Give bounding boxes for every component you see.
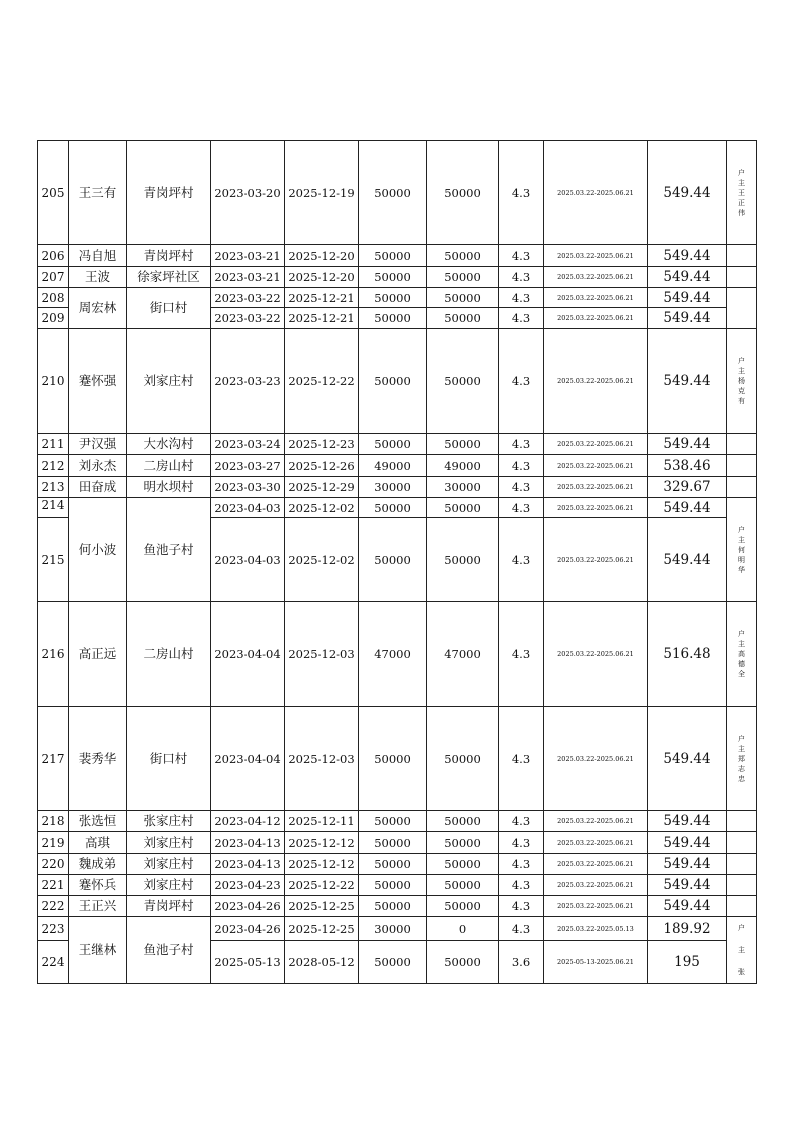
cell-interest: 549.44 <box>648 329 727 434</box>
cell-loan: 50000 <box>359 141 427 245</box>
cell-name: 魏成弟 <box>69 854 127 875</box>
cell-balance: 50000 <box>427 329 499 434</box>
cell-interest: 195 <box>648 941 727 984</box>
cell-no: 208 <box>38 288 69 308</box>
cell-period: 2025.03.22-2025.06.21 <box>544 518 648 602</box>
cell-period: 2025.03.22-2025.06.21 <box>544 602 648 707</box>
cell-interest: 189.92 <box>648 917 727 941</box>
cell-note <box>727 329 757 434</box>
cell-balance: 50000 <box>427 308 499 329</box>
note-char: 克 <box>738 387 745 395</box>
table-row <box>38 854 757 875</box>
cell-balance: 30000 <box>427 477 499 498</box>
cell-no: 222 <box>38 896 69 917</box>
note-char: 主 <box>738 640 745 648</box>
cell-interest: 516.48 <box>648 602 727 707</box>
cell-period: 2025-05-13-2025.06.21 <box>544 941 648 984</box>
cell-period: 2025.03.22-2025.06.21 <box>544 455 648 477</box>
table-row <box>38 875 757 896</box>
cell-balance: 50000 <box>427 941 499 984</box>
cell-rate: 4.3 <box>499 245 544 267</box>
cell-name: 高正远 <box>69 602 127 707</box>
cell-loan: 50000 <box>359 854 427 875</box>
table-row <box>38 455 757 477</box>
cell-start: 2023-03-22 <box>211 308 285 329</box>
cell-no: 209 <box>38 308 69 329</box>
cell-rate: 4.3 <box>499 602 544 707</box>
cell-balance: 50000 <box>427 875 499 896</box>
cell-end: 2025-12-26 <box>285 455 359 477</box>
note-char: 忠 <box>738 774 745 783</box>
note-char: 张 <box>738 968 745 976</box>
cell-village: 青岗坪村 <box>127 896 211 917</box>
cell-loan: 50000 <box>359 941 427 984</box>
cell-start: 2023-03-20 <box>211 141 285 245</box>
cell-balance: 50000 <box>427 854 499 875</box>
cell-start: 2023-03-27 <box>211 455 285 477</box>
cell-loan: 50000 <box>359 518 427 602</box>
cell-loan: 30000 <box>359 477 427 498</box>
table-row <box>38 707 757 811</box>
cell-interest: 549.44 <box>648 811 727 832</box>
cell-note <box>727 477 757 498</box>
cell-loan: 50000 <box>359 896 427 917</box>
cell-no: 212 <box>38 455 69 477</box>
cell-name: 裴秀华 <box>69 707 127 811</box>
cell-no: 214 <box>38 498 69 518</box>
cell-village: 刘家庄村 <box>127 329 211 434</box>
cell-name: 刘永杰 <box>69 455 127 477</box>
cell-name: 张选恒 <box>69 811 127 832</box>
cell-loan: 50000 <box>359 832 427 854</box>
cell-start: 2023-04-12 <box>211 811 285 832</box>
vertical-note-text <box>727 917 756 983</box>
cell-note <box>727 288 757 329</box>
cell-note <box>727 917 757 984</box>
cell-start: 2023-04-04 <box>211 602 285 707</box>
cell-interest: 549.44 <box>648 288 727 308</box>
cell-interest: 549.44 <box>648 832 727 854</box>
note-char: 志 <box>738 764 745 773</box>
cell-start: 2023-03-30 <box>211 477 285 498</box>
cell-balance: 50000 <box>427 141 499 245</box>
cell-note <box>727 875 757 896</box>
cell-no: 217 <box>38 707 69 811</box>
cell-rate: 4.3 <box>499 811 544 832</box>
cell-interest: 549.44 <box>648 141 727 245</box>
cell-name: 王继林 <box>69 917 127 984</box>
cell-period: 2025.03.22-2025.06.21 <box>544 498 648 518</box>
table-row <box>38 267 757 288</box>
cell-no: 206 <box>38 245 69 267</box>
vertical-note-text <box>727 623 756 685</box>
cell-period: 2025.03.22-2025.06.21 <box>544 875 648 896</box>
cell-end: 2025-12-02 <box>285 518 359 602</box>
note-char: 正 <box>738 198 745 207</box>
cell-period: 2025.03.22-2025.06.21 <box>544 434 648 455</box>
cell-village: 张家庄村 <box>127 811 211 832</box>
cell-balance: 49000 <box>427 455 499 477</box>
cell-village: 刘家庄村 <box>127 875 211 896</box>
table-row <box>38 245 757 267</box>
cell-loan: 50000 <box>359 267 427 288</box>
cell-end: 2028-05-12 <box>285 941 359 984</box>
cell-no: 216 <box>38 602 69 707</box>
cell-village: 鱼池子村 <box>127 498 211 602</box>
cell-period: 2025.03.22-2025.06.21 <box>544 267 648 288</box>
note-char: 户 <box>738 525 745 534</box>
table-row <box>38 602 757 707</box>
cell-rate: 3.6 <box>499 941 544 984</box>
cell-end: 2025-12-12 <box>285 832 359 854</box>
note-char: 户 <box>738 168 745 177</box>
cell-no: 211 <box>38 434 69 455</box>
cell-start: 2025-05-13 <box>211 941 285 984</box>
cell-rate: 4.3 <box>499 707 544 811</box>
table-row <box>38 896 757 917</box>
cell-start: 2023-04-03 <box>211 518 285 602</box>
cell-rate: 4.3 <box>499 832 544 854</box>
cell-end: 2025-12-23 <box>285 434 359 455</box>
cell-interest: 549.44 <box>648 245 727 267</box>
cell-note <box>727 434 757 455</box>
cell-period: 2025.03.22-2025.06.21 <box>544 308 648 329</box>
cell-start: 2023-04-26 <box>211 896 285 917</box>
cell-loan: 50000 <box>359 811 427 832</box>
cell-start: 2023-04-03 <box>211 498 285 518</box>
cell-balance: 50000 <box>427 498 499 518</box>
cell-start: 2023-03-24 <box>211 434 285 455</box>
cell-interest: 549.44 <box>648 518 727 602</box>
cell-name: 王波 <box>69 267 127 288</box>
cell-balance: 50000 <box>427 707 499 811</box>
note-char: 主 <box>738 744 745 753</box>
cell-period: 2025.03.22-2025.06.21 <box>544 896 648 917</box>
cell-start: 2023-03-22 <box>211 288 285 308</box>
cell-end: 2025-12-20 <box>285 267 359 288</box>
cell-name: 冯自旭 <box>69 245 127 267</box>
cell-interest: 549.44 <box>648 707 727 811</box>
vertical-note-text <box>727 519 756 581</box>
cell-period: 2025.03.22-2025.06.21 <box>544 141 648 245</box>
cell-note <box>727 707 757 811</box>
cell-village: 鱼池子村 <box>127 917 211 984</box>
cell-rate: 4.3 <box>499 498 544 518</box>
note-char: 户 <box>738 734 745 743</box>
cell-start: 2023-03-21 <box>211 267 285 288</box>
cell-loan: 50000 <box>359 288 427 308</box>
cell-balance: 50000 <box>427 245 499 267</box>
cell-rate: 4.3 <box>499 896 544 917</box>
cell-interest: 549.44 <box>648 267 727 288</box>
cell-interest: 549.44 <box>648 896 727 917</box>
cell-village: 街口村 <box>127 707 211 811</box>
cell-start: 2023-04-04 <box>211 707 285 811</box>
note-char: 郑 <box>738 754 745 763</box>
cell-note <box>727 602 757 707</box>
cell-balance: 50000 <box>427 832 499 854</box>
cell-no: 224 <box>38 941 69 984</box>
cell-rate: 4.3 <box>499 917 544 941</box>
note-char: 户 <box>738 630 745 638</box>
cell-end: 2025-12-02 <box>285 498 359 518</box>
cell-period: 2025.03.22-2025.06.21 <box>544 288 648 308</box>
cell-name: 王三有 <box>69 141 127 245</box>
cell-interest: 549.44 <box>648 854 727 875</box>
note-char: 主 <box>738 367 745 375</box>
cell-village: 刘家庄村 <box>127 854 211 875</box>
cell-end: 2025-12-22 <box>285 875 359 896</box>
cell-loan: 50000 <box>359 245 427 267</box>
table-row <box>38 288 757 308</box>
cell-period: 2025.03.22-2025.06.21 <box>544 245 648 267</box>
note-char: 何 <box>738 545 745 554</box>
cell-no: 215 <box>38 518 69 602</box>
note-char: 高 <box>738 650 745 658</box>
cell-loan: 50000 <box>359 329 427 434</box>
note-char: 主 <box>738 178 745 187</box>
cell-end: 2025-12-12 <box>285 854 359 875</box>
cell-rate: 4.3 <box>499 288 544 308</box>
table-row <box>38 329 757 434</box>
cell-note <box>727 141 757 245</box>
cell-balance: 50000 <box>427 267 499 288</box>
cell-balance: 50000 <box>427 434 499 455</box>
cell-village: 明水坝村 <box>127 477 211 498</box>
cell-start: 2023-03-23 <box>211 329 285 434</box>
cell-period: 2025.03.22-2025.06.21 <box>544 477 648 498</box>
cell-village: 二房山村 <box>127 455 211 477</box>
cell-village: 青岗坪村 <box>127 141 211 245</box>
vertical-note-text <box>727 350 756 412</box>
cell-no: 207 <box>38 267 69 288</box>
cell-note <box>727 245 757 267</box>
cell-no: 220 <box>38 854 69 875</box>
cell-balance: 50000 <box>427 896 499 917</box>
cell-period: 2025.03.22-2025.06.21 <box>544 854 648 875</box>
cell-rate: 4.3 <box>499 477 544 498</box>
cell-no: 210 <box>38 329 69 434</box>
note-char: 杨 <box>738 377 745 385</box>
cell-balance: 47000 <box>427 602 499 707</box>
cell-no: 218 <box>38 811 69 832</box>
cell-note <box>727 854 757 875</box>
cell-loan: 50000 <box>359 308 427 329</box>
table-row <box>38 498 757 518</box>
note-char: 有 <box>738 397 745 405</box>
cell-balance: 0 <box>427 917 499 941</box>
cell-name: 田奋成 <box>69 477 127 498</box>
cell-no: 213 <box>38 477 69 498</box>
cell-note <box>727 498 757 602</box>
cell-name: 周宏林 <box>69 288 127 329</box>
table-row <box>38 477 757 498</box>
note-char: 全 <box>738 670 745 678</box>
cell-period: 2025.03.22-2025.05.13 <box>544 917 648 941</box>
cell-name: 尹汉强 <box>69 434 127 455</box>
cell-period: 2025.03.22-2025.06.21 <box>544 832 648 854</box>
cell-end: 2025-12-21 <box>285 308 359 329</box>
cell-village: 徐家坪社区 <box>127 267 211 288</box>
note-char: 户 <box>738 357 745 365</box>
cell-end: 2025-12-20 <box>285 245 359 267</box>
table-row <box>38 832 757 854</box>
note-char: 华 <box>738 565 745 574</box>
cell-period: 2025.03.22-2025.06.21 <box>544 329 648 434</box>
note-char: 户 <box>738 924 745 932</box>
table-row <box>38 141 757 245</box>
cell-end: 2025-12-29 <box>285 477 359 498</box>
cell-interest: 538.46 <box>648 455 727 477</box>
table-row <box>38 434 757 455</box>
cell-rate: 4.3 <box>499 875 544 896</box>
cell-period: 2025.03.22-2025.06.21 <box>544 707 648 811</box>
cell-interest: 549.44 <box>648 498 727 518</box>
note-char: 主 <box>738 946 745 954</box>
cell-name: 王正兴 <box>69 896 127 917</box>
cell-rate: 4.3 <box>499 518 544 602</box>
cell-no: 221 <box>38 875 69 896</box>
note-char: 主 <box>738 535 745 544</box>
cell-no: 205 <box>38 141 69 245</box>
cell-start: 2023-04-26 <box>211 917 285 941</box>
cell-village: 二房山村 <box>127 602 211 707</box>
note-char: 明 <box>738 555 745 564</box>
vertical-note-text <box>727 162 756 224</box>
cell-name: 何小波 <box>69 498 127 602</box>
cell-start: 2023-04-13 <box>211 854 285 875</box>
cell-loan: 50000 <box>359 875 427 896</box>
cell-interest: 549.44 <box>648 308 727 329</box>
cell-rate: 4.3 <box>499 267 544 288</box>
cell-end: 2025-12-03 <box>285 707 359 811</box>
cell-loan: 50000 <box>359 707 427 811</box>
cell-end: 2025-12-03 <box>285 602 359 707</box>
cell-village: 青岗坪村 <box>127 245 211 267</box>
cell-village: 大水沟村 <box>127 434 211 455</box>
cell-village: 刘家庄村 <box>127 832 211 854</box>
cell-loan: 30000 <box>359 917 427 941</box>
cell-note <box>727 832 757 854</box>
cell-name: 蹇怀兵 <box>69 875 127 896</box>
cell-no: 223 <box>38 917 69 941</box>
cell-no: 219 <box>38 832 69 854</box>
table-row <box>38 917 757 941</box>
cell-name: 高琪 <box>69 832 127 854</box>
cell-note <box>727 896 757 917</box>
cell-note <box>727 455 757 477</box>
cell-end: 2025-12-25 <box>285 917 359 941</box>
cell-end: 2025-12-19 <box>285 141 359 245</box>
note-char: 德 <box>738 660 745 668</box>
vertical-note-text <box>727 728 756 790</box>
cell-note <box>727 267 757 288</box>
cell-rate: 4.3 <box>499 141 544 245</box>
cell-note <box>727 811 757 832</box>
table-row <box>38 811 757 832</box>
cell-period: 2025.03.22-2025.06.21 <box>544 811 648 832</box>
cell-balance: 50000 <box>427 811 499 832</box>
cell-rate: 4.3 <box>499 308 544 329</box>
cell-start: 2023-03-21 <box>211 245 285 267</box>
cell-loan: 50000 <box>359 434 427 455</box>
cell-rate: 4.3 <box>499 434 544 455</box>
cell-rate: 4.3 <box>499 455 544 477</box>
loan-interest-table <box>37 140 757 984</box>
cell-end: 2025-12-25 <box>285 896 359 917</box>
cell-interest: 549.44 <box>648 434 727 455</box>
cell-name: 蹇怀强 <box>69 329 127 434</box>
cell-rate: 4.3 <box>499 854 544 875</box>
cell-interest: 329.67 <box>648 477 727 498</box>
cell-loan: 47000 <box>359 602 427 707</box>
cell-loan: 49000 <box>359 455 427 477</box>
cell-balance: 50000 <box>427 288 499 308</box>
cell-end: 2025-12-22 <box>285 329 359 434</box>
cell-start: 2023-04-23 <box>211 875 285 896</box>
cell-village: 街口村 <box>127 288 211 329</box>
cell-interest: 549.44 <box>648 875 727 896</box>
cell-start: 2023-04-13 <box>211 832 285 854</box>
note-char: 王 <box>738 188 745 197</box>
cell-end: 2025-12-21 <box>285 288 359 308</box>
cell-rate: 4.3 <box>499 329 544 434</box>
cell-loan: 50000 <box>359 498 427 518</box>
note-char: 伟 <box>738 208 745 217</box>
cell-balance: 50000 <box>427 518 499 602</box>
cell-end: 2025-12-11 <box>285 811 359 832</box>
